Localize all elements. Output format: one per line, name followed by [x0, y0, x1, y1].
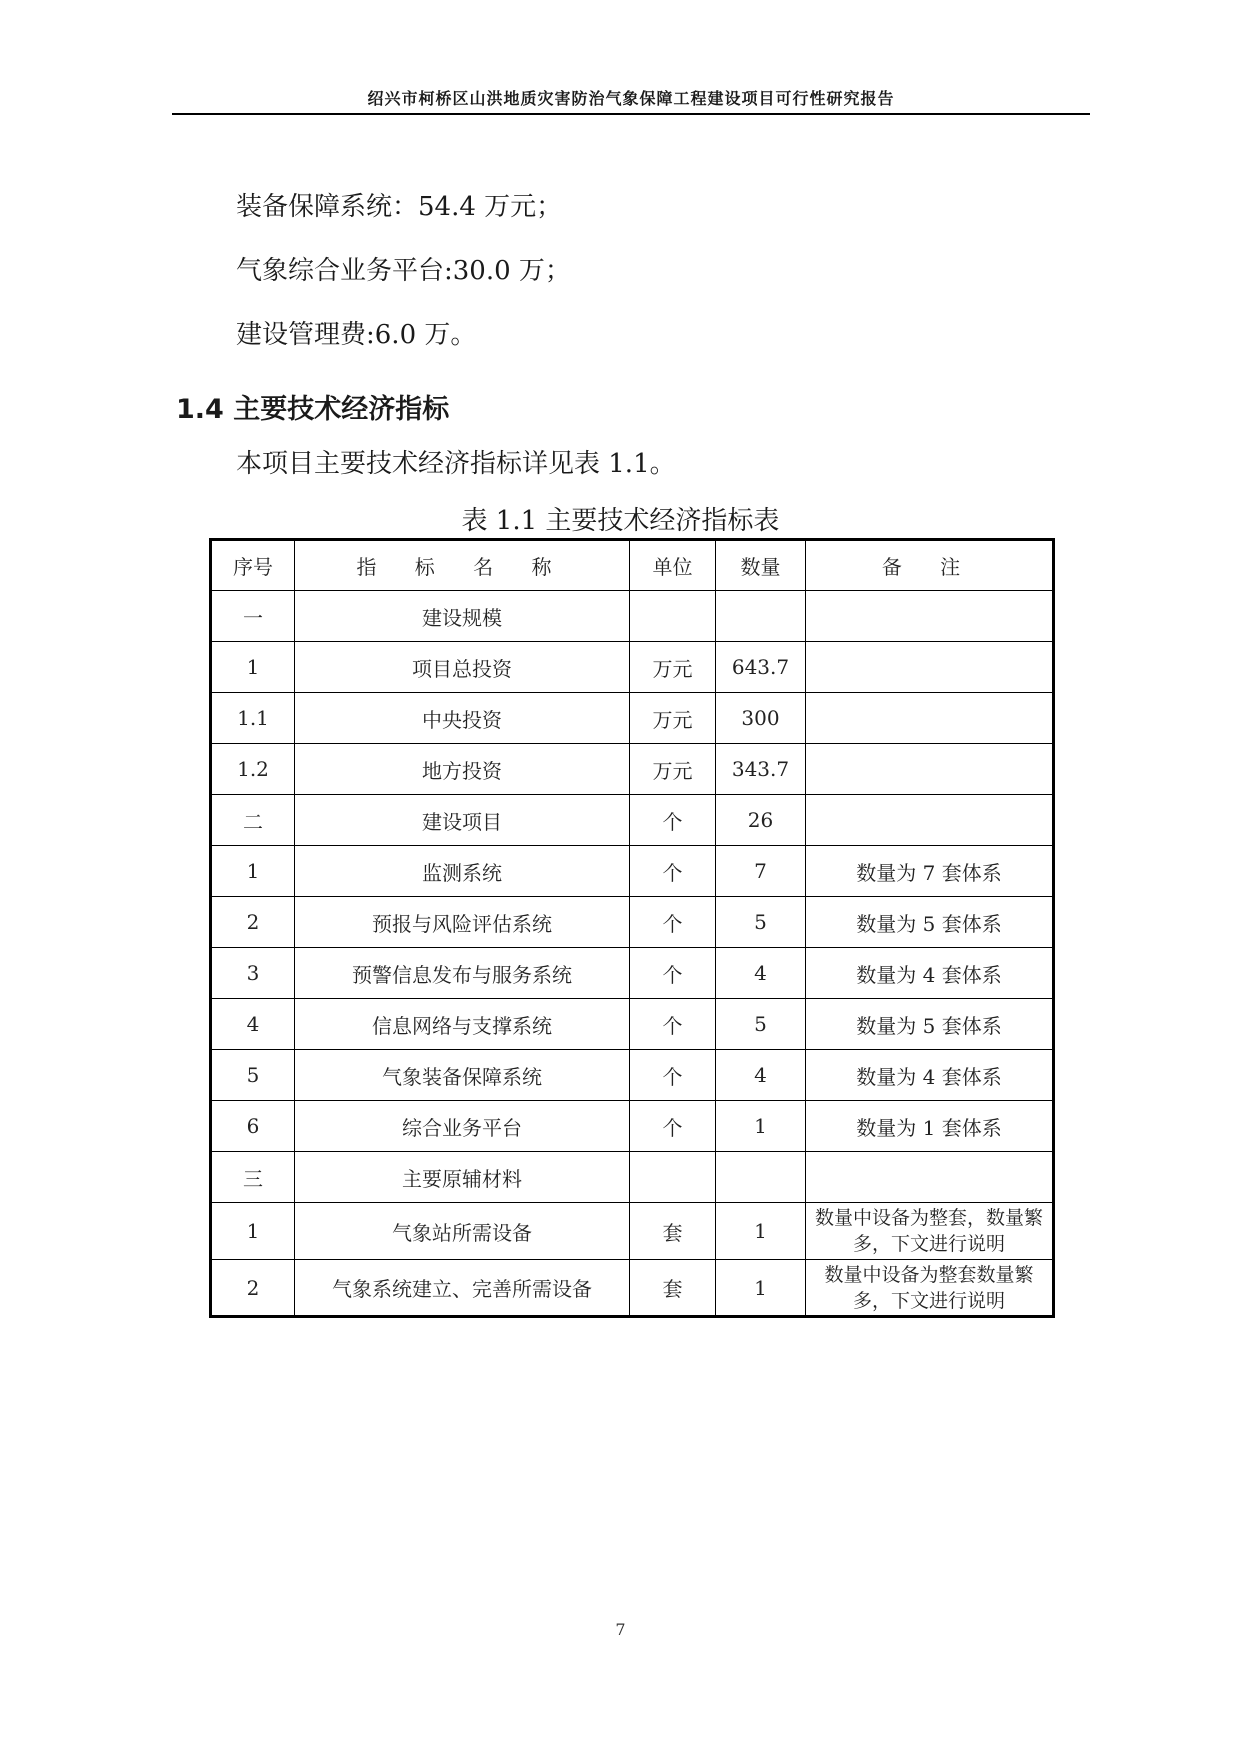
cell-remark: 数量为 4 套体系: [806, 948, 1054, 999]
header-cell-no: 序号: [211, 540, 295, 591]
cell-remark: [806, 591, 1054, 642]
cell-unit: 万元: [630, 642, 716, 693]
cell-name: 中央投资: [295, 693, 630, 744]
cell-name: 综合业务平台: [295, 1101, 630, 1152]
cell-qty: [716, 1152, 806, 1203]
cell-name: 项目总投资: [295, 642, 630, 693]
cell-qty: 643.7: [716, 642, 806, 693]
cell-qty: 1: [716, 1203, 806, 1260]
cell-unit: 个: [630, 795, 716, 846]
cell-name: 信息网络与支撑系统: [295, 999, 630, 1050]
cell-name: 预警信息发布与服务系统: [295, 948, 630, 999]
cell-name: 建设规模: [295, 591, 630, 642]
budget-line-platform: 气象综合业务平台:30.0 万；: [236, 256, 571, 286]
table-row: [211, 795, 1054, 846]
table-row: [211, 999, 1054, 1050]
cell-qty: 7: [716, 846, 806, 897]
cell-remark: 数量为 1 套体系: [806, 1101, 1054, 1152]
header-divider: [172, 113, 1090, 115]
cell-unit: 个: [630, 1050, 716, 1101]
cell-no: 1: [211, 1203, 295, 1260]
header-cell-unit: 单位: [630, 540, 716, 591]
cell-no: 3: [211, 948, 295, 999]
table-row: [211, 744, 1054, 795]
cell-qty: 1: [716, 1260, 806, 1317]
table-row: [211, 948, 1054, 999]
cell-qty: 300: [716, 693, 806, 744]
cell-unit: [630, 1152, 716, 1203]
cell-unit: 万元: [630, 693, 716, 744]
table-row: [211, 1152, 1054, 1203]
section-heading: 1.4 主要技术经济指标: [176, 394, 450, 425]
cell-no: 2: [211, 1260, 295, 1317]
cell-no: 5: [211, 1050, 295, 1101]
cell-remark: 数量为 5 套体系: [806, 999, 1054, 1050]
cell-name: 建设项目: [295, 795, 630, 846]
cell-qty: 5: [716, 897, 806, 948]
page-number: 7: [615, 1620, 626, 1639]
cell-unit: 个: [630, 999, 716, 1050]
cell-qty: 343.7: [716, 744, 806, 795]
cell-unit: 套: [630, 1260, 716, 1317]
cell-remark: [806, 744, 1054, 795]
cell-remark: [806, 1152, 1054, 1203]
cell-qty: [716, 591, 806, 642]
table-row: [211, 1050, 1054, 1101]
cell-no: 1.1: [211, 693, 295, 744]
cell-remark: 数量中设备为整套数量繁多，下文进行说明: [806, 1260, 1054, 1317]
cell-qty: 1: [716, 1101, 806, 1152]
header-cell-name: 指 标 名 称: [295, 540, 630, 591]
table-row: [211, 1203, 1054, 1260]
cell-remark: 数量为 7 套体系: [806, 846, 1054, 897]
header-cell-remark: 备 注: [806, 540, 1054, 591]
cell-remark: 数量中设备为整套，数量繁多，下文进行说明: [806, 1203, 1054, 1260]
cell-name: 主要原辅材料: [295, 1152, 630, 1203]
cell-remark: 数量为 5 套体系: [806, 897, 1054, 948]
cell-unit: 个: [630, 948, 716, 999]
table-row: [211, 1260, 1054, 1317]
cell-unit: 套: [630, 1203, 716, 1260]
table-row: [211, 846, 1054, 897]
budget-line-management: 建设管理费:6.0 万。: [236, 320, 477, 350]
cell-no: 4: [211, 999, 295, 1050]
budget-line-equipment: 装备保障系统：54.4 万元；: [236, 192, 563, 222]
cell-remark: [806, 795, 1054, 846]
cell-no: 三: [211, 1152, 295, 1203]
cell-remark: 数量为 4 套体系: [806, 1050, 1054, 1101]
cell-no: 一: [211, 591, 295, 642]
table-caption: 表 1.1 主要技术经济指标表: [461, 506, 780, 536]
table-row: [211, 591, 1054, 642]
cell-remark: [806, 642, 1054, 693]
cell-qty: 5: [716, 999, 806, 1050]
intro-paragraph: 本项目主要技术经济指标详见表 1.1。: [236, 449, 676, 479]
cell-no: 1.2: [211, 744, 295, 795]
cell-remark: [806, 693, 1054, 744]
cell-unit: 个: [630, 1101, 716, 1152]
running-header: 绍兴市柯桥区山洪地质灾害防治气象保障工程建设项目可行性研究报告: [367, 89, 895, 108]
cell-name: 地方投资: [295, 744, 630, 795]
table-row: [211, 897, 1054, 948]
table-row: [211, 642, 1054, 693]
cell-unit: [630, 591, 716, 642]
cell-no: 2: [211, 897, 295, 948]
indicators-table: [209, 538, 1055, 1318]
table-row: [211, 693, 1054, 744]
cell-name: 监测系统: [295, 846, 630, 897]
cell-no: 二: [211, 795, 295, 846]
cell-name: 预报与风险评估系统: [295, 897, 630, 948]
table-header-row: [211, 540, 1054, 591]
cell-name: 气象系统建立、完善所需设备: [295, 1260, 630, 1317]
cell-qty: 26: [716, 795, 806, 846]
table-row: [211, 1101, 1054, 1152]
cell-qty: 4: [716, 1050, 806, 1101]
cell-name: 气象装备保障系统: [295, 1050, 630, 1101]
header-cell-qty: 数量: [716, 540, 806, 591]
cell-unit: 个: [630, 846, 716, 897]
cell-no: 1: [211, 642, 295, 693]
cell-name: 气象站所需设备: [295, 1203, 630, 1260]
cell-no: 1: [211, 846, 295, 897]
cell-no: 6: [211, 1101, 295, 1152]
cell-unit: 个: [630, 897, 716, 948]
cell-qty: 4: [716, 948, 806, 999]
cell-unit: 万元: [630, 744, 716, 795]
